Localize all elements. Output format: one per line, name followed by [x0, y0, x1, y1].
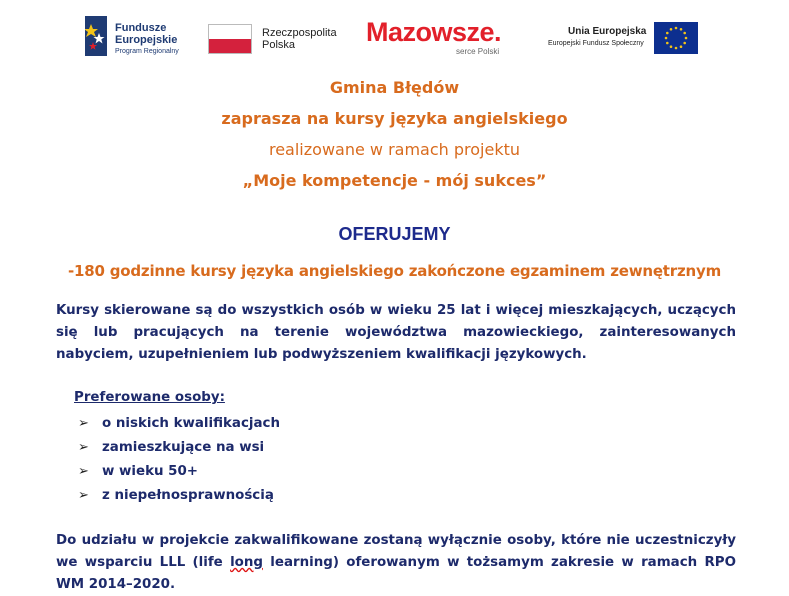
list-item-label: o niskich kwalifikacjach — [102, 416, 280, 431]
list-item — [78, 436, 280, 460]
eu-flag-icon — [654, 22, 698, 54]
eligibility-note — [56, 530, 736, 596]
preferred-list — [78, 412, 280, 508]
municipality-name: Gmina Błędów — [329, 78, 460, 97]
rp-line2: Polska — [262, 39, 296, 51]
fe-line2: Europejskie — [115, 34, 178, 46]
arrow-bullet-icon: ➢ — [78, 488, 89, 503]
list-item — [78, 460, 280, 484]
list-item — [78, 484, 280, 508]
mazowsze-name: Mazowsze. — [366, 17, 502, 47]
fe-line3: Program Regionalny — [115, 48, 179, 55]
invitation-line: zaprasza na kursy języka angielskiego — [221, 109, 568, 128]
target-description: Kursy skierowane są do wszystkich osób w wieku 25 lat i więcej mieszkających, uczących się lub pracujących na terenie województwa mazowieckiego, zainteresowanych nabyciem, uzupełnieniem lub podwyższeniem kwalifikacji językowych. — [56, 303, 736, 362]
arrow-bullet-icon: ➢ — [78, 440, 89, 455]
list-item — [78, 412, 280, 436]
rzeczpospolita-polska-logo — [208, 20, 348, 56]
offer-heading: OFERUJEMY — [338, 224, 451, 244]
mazowsze-tagline: serce Polski — [456, 47, 500, 56]
ue-subtitle: Europejski Fundusz Społeczny — [548, 40, 644, 47]
list-item-label: zamieszkujące na wsi — [102, 440, 265, 455]
rp-line1: Rzeczpospolita — [262, 27, 337, 39]
offer-item: -180 godzinne kursy języka angielskiego zakończone egzaminem zewnętrznym — [67, 262, 721, 280]
mazowsze-logo — [366, 16, 526, 60]
fundusze-europejskie-mark-icon — [85, 16, 107, 56]
preferred-title: Preferowane osoby: — [74, 390, 225, 405]
project-name: „Moje kompetencje - mój sukces” — [242, 171, 547, 190]
eligibility-text-2: learning) oferowanym w tożsamym zakresie w ramach RPO WM 2014–2020. — [56, 555, 736, 592]
fundusze-europejskie-logo — [85, 16, 195, 58]
project-intro: realizowane w ramach projektu — [268, 140, 521, 159]
spellcheck-word: long — [230, 555, 263, 570]
list-item-label: w wieku 50+ — [102, 464, 199, 479]
fe-line1: Fundusze — [115, 22, 167, 34]
polish-flag-icon — [208, 24, 252, 54]
arrow-bullet-icon: ➢ — [78, 464, 89, 479]
arrow-bullet-icon: ➢ — [78, 416, 89, 431]
eligibility-text-1: Do udziału w projekcie zakwalifikowane zostaną wyłącznie osoby, które nie uczestniczyły we wsparciu LLL (life — [56, 533, 736, 570]
unia-europejska-logo — [548, 20, 700, 56]
ue-title: Unia Europejska — [568, 26, 647, 37]
list-item-label: z niepełnosprawnością — [102, 488, 274, 503]
